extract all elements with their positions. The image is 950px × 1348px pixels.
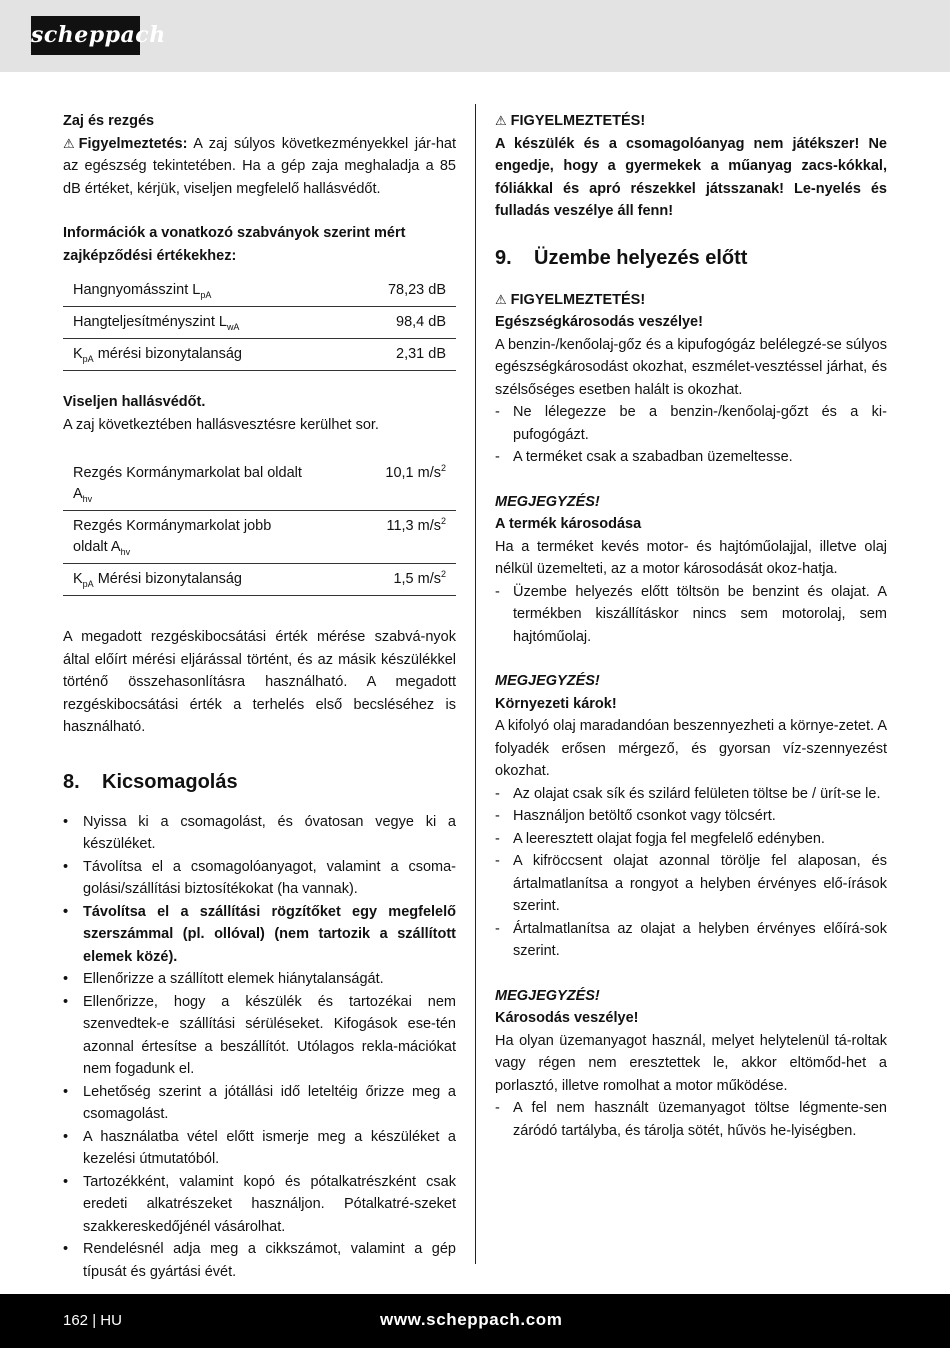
note-2-text: A kifolyó olaj maradandóan beszennyezheti a környe-zetet. A folyadék erősen mérgező, és gyorsan víz-szennyezést okozhat. bbox=[495, 718, 887, 779]
scheppach-logo: scheppach bbox=[31, 16, 140, 55]
list-item: • Ellenőrizze, hogy a készülék és tartozékai nem szenvedtek-e szállítási sérüléseket. Kifogások ese-tén azonnal értesítse a beszállítót. Utólagos rekla-mációkat nem fogadunk el. bbox=[63, 991, 456, 1081]
unpacking-list bbox=[63, 811, 456, 1284]
right-column bbox=[495, 110, 887, 1142]
warning-2-subtitle: Egészségkárosodás veszélye! bbox=[495, 314, 703, 330]
column-divider bbox=[475, 104, 476, 1264]
vibration-table bbox=[63, 458, 456, 596]
note-2-label: MEGJEGYZÉS! bbox=[495, 673, 600, 689]
table-row bbox=[63, 307, 456, 339]
warning-1-text: A készülék és a csomagolóanyag nem játékszer! Ne engedje, hogy a gyermekek a műanyag zacs-kókkal, fóliákkal és apró részekkel játsszanak! Le-nyelés és fulladás veszélye áll fenn! bbox=[495, 135, 887, 219]
note-3-list bbox=[495, 1097, 887, 1142]
list-item: • Rendelésnél adja meg a cikkszámot, valamint a gép típusát és gyártási évét. bbox=[63, 1238, 456, 1283]
list-item: - A kifröccsent olajat azonnal törölje fel alaposan, és ártalmatlanítsa a rongyot a helyben érvényes elő-írások szerint. bbox=[495, 850, 887, 918]
note-3-label: MEGJEGYZÉS! bbox=[495, 987, 600, 1004]
page-footer bbox=[0, 1294, 950, 1348]
noise-table bbox=[63, 275, 456, 371]
warning-1-label: ⚠ FIGYELMEZTETÉS! bbox=[495, 110, 887, 133]
list-item: - Az olajat csak sík és szilárd felületen töltse be / ürít-se le. bbox=[495, 783, 887, 806]
list-item: • Tartozékként, valamint kopó és pótalkatrészként csak eredeti alkatrészeket használjon. Pótalkatré-szeket szakkereskedőjénél vásárolhat. bbox=[63, 1171, 456, 1239]
list-item: - A terméket csak a szabadban üzemeltesse. bbox=[495, 446, 887, 469]
table-cell-value: 1,5 $m/s^2$ bbox=[313, 564, 456, 596]
table-cell-value: 98,4 dB bbox=[341, 307, 456, 339]
warning-triangle-icon: ⚠ bbox=[63, 135, 75, 151]
page-header bbox=[0, 0, 950, 72]
table-cell-value: 11,3 $m/s^2$ bbox=[313, 511, 456, 564]
vibration-paragraph: A megadott rezgéskibocsátási érték mérése szabvá-nyok által előírt mérési eljárással történt, és az másik készülékkel történő összehasonlításra használható. A megadott rezgéskibocsátási érték a terhelés első becsléséhez is használható. bbox=[63, 629, 456, 735]
noise-warning bbox=[63, 133, 456, 201]
note-2-subtitle: Környezeti károk! bbox=[495, 695, 617, 712]
table-cell-label: Rezgés Kormánymarkolat bal oldalt $A_{hv}$ bbox=[63, 458, 313, 511]
table-row bbox=[63, 339, 456, 371]
noise-warning-label: Figyelmeztetés: bbox=[78, 135, 188, 152]
list-item: • Nyissa ki a csomagolást, és óvatosan vegye ki a készüléket. bbox=[63, 811, 456, 856]
warning-2-list bbox=[495, 401, 887, 469]
table-cell-value: 10,1 $m/s^2$ bbox=[313, 458, 456, 511]
table-cell-label: Hangnyomásszint $L_{pA}$ bbox=[63, 275, 341, 307]
warning-2-label: ⚠ FIGYELMEZTETÉS! bbox=[495, 289, 887, 312]
list-item: • Lehetőség szerint a jótállási idő leteltéig őrizze meg a csomagolást. bbox=[63, 1081, 456, 1126]
section-9-heading: 9. Üzembe helyezés előtt bbox=[495, 246, 748, 269]
table-cell-label: $K_{pA}$ Mérési bizonytalanság bbox=[63, 564, 313, 596]
hearing-text: A zaj következtében hallásvesztésre kerülhet sor. bbox=[63, 416, 379, 433]
table-row bbox=[63, 564, 456, 596]
list-item: - Ártalmatlanítsa az olajat a helyben érvényes előírá-sok szerint. bbox=[495, 918, 887, 963]
list-item: - Üzembe helyezés előtt töltsön be benzint és olajat. A termékben kiszállításkor nincs sem motorolaj, sem hajtóműolaj. bbox=[495, 581, 887, 649]
page-number: 162 | HU bbox=[63, 1312, 122, 1329]
note-1-subtitle: A termék károsodása bbox=[495, 516, 642, 532]
list-item: - Ne lélegezze be a benzin-/kenőolaj-gőzt és a ki-pufogógázt. bbox=[495, 401, 887, 446]
list-item: • Ellenőrizze a szállított elemek hiánytalanságát. bbox=[63, 968, 456, 991]
list-item: • A használatba vétel előtt ismerje meg a készüléket a kezelési útmutatóból. bbox=[63, 1126, 456, 1171]
note-2-list bbox=[495, 783, 887, 963]
note-1-label: MEGJEGYZÉS! bbox=[495, 493, 600, 510]
note-3-subtitle: Károsodás veszélye! bbox=[495, 1010, 639, 1026]
table-cell-value: 78,23 dB bbox=[341, 275, 456, 307]
hearing-heading: Viseljen hallásvédőt. bbox=[63, 394, 206, 410]
note-3-text: Ha olyan üzemanyagot használ, melyet helytelenül tá-roltak vagy régen nem eresztettek le, akkor eltömőd-het a porlasztó, illetve romolhat a motor működése. bbox=[495, 1032, 887, 1094]
noise-warning-text: A zaj súlyos következményekkel jár-hat az egészség tekintetében. Ha a gép zaja meghaladja a 85 dB értéket, kérjük, viseljen megfelelő hallásvédőt. bbox=[63, 135, 456, 197]
list-item: • Távolítsa el a csomagolóanyagot, valamint a csoma-golási/szállítási biztosítékokat (ha vannak). bbox=[63, 856, 456, 901]
list-item: - A leeresztett olajat fogja fel megfelelő edényben. bbox=[495, 828, 887, 851]
table-row bbox=[63, 458, 456, 511]
warning-triangle-icon: ⚠ bbox=[495, 113, 507, 128]
table-row bbox=[63, 511, 456, 564]
table-row bbox=[63, 275, 456, 307]
info-heading: Információk a vonatkozó szabványok szerint mért zajképződési értékekhez: bbox=[63, 225, 406, 264]
warning-triangle-icon: ⚠ bbox=[495, 291, 507, 307]
note-1-list bbox=[495, 581, 887, 649]
list-item: - A fel nem használt üzemanyagot töltse légmente-sen záródó tartályba, és tárolja sötét, hűvös he-lyiségben. bbox=[495, 1097, 887, 1142]
warning-2-text: A benzin-/kenőolaj-gőz és a kipufogógáz belélegzé-se súlyos egészségkárosodást okozhat, eszmélet-vesztéssel járhat, és szélsőséges esetben halált is okozhat. bbox=[495, 336, 887, 398]
table-cell-value: 2,31 dB bbox=[341, 339, 456, 371]
noise-heading: Zaj és rezgés bbox=[63, 113, 155, 129]
table-cell-label: $K_{pA}$ mérési bizonytalanság bbox=[63, 339, 341, 371]
left-column bbox=[63, 110, 456, 1283]
list-item: - Használjon betöltő csonkot vagy tölcsért. bbox=[495, 805, 887, 828]
note-1-text: Ha a terméket kevés motor- és hajtóműolajjal, illetve olaj nélkül üzemelteti, az a motor károsodását okoz-hatja. bbox=[495, 538, 887, 577]
section-8-heading: 8. Kicsomagolás bbox=[63, 770, 238, 793]
table-cell-label: Hangteljesítményszint $L_{wA}$ bbox=[63, 307, 341, 339]
list-item: • Távolítsa el a szállítási rögzítőket egy megfelelő szerszámmal (pl. ollóval) (nem tartozik a szállított elemek közé). bbox=[63, 901, 456, 969]
website-link[interactable]: www.scheppach.com bbox=[380, 1310, 563, 1329]
table-cell-label: Rezgés Kormánymarkolat jobb oldalt $A_{hv}$ bbox=[63, 511, 313, 564]
